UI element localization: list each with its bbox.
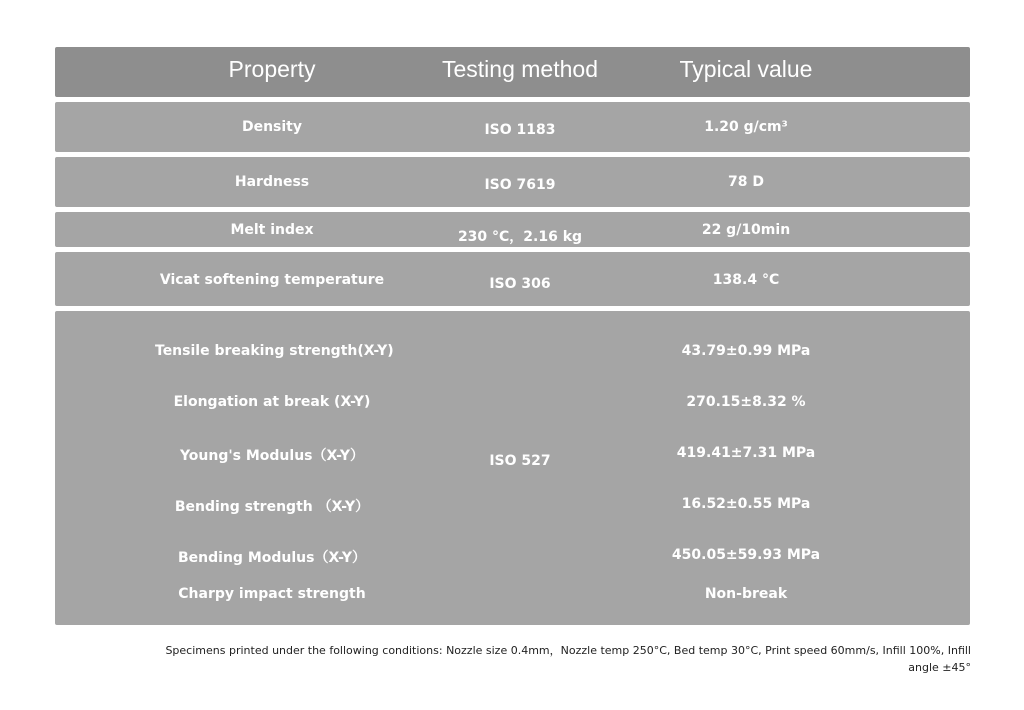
method-cell: ISO 1183 [484,122,556,138]
property-cell: Hardness [234,174,310,190]
property-cell: Young's Modulus（X-Y） [179,448,365,464]
value-cell: 419.41±7.31 MPa [676,445,816,461]
table-row-melt-index [55,212,970,247]
value-cell: Non-break [704,586,788,602]
property-cell: Density [241,119,303,135]
value-cell: 43.79±0.99 MPa [681,343,811,359]
table-row-hardness [55,157,970,207]
method-cell: ISO 527 [489,453,551,469]
value-cell: 16.52±0.55 MPa [681,496,811,512]
method-cell: ISO 306 [489,276,551,292]
table-header [55,47,970,97]
property-cell: Bending strength （X-Y） [174,499,370,515]
value-cell: 78 D [728,174,764,190]
value-cell: 138.4 °C [712,272,780,288]
value-cell: 270.15±8.32 % [686,394,806,410]
property-cell: Tensile breaking strength(X-Y) [155,343,394,359]
method-cell: 230 °C，2.16 kg [457,229,583,245]
header-property: Property [228,56,316,82]
footnote: Specimens printed under the following conditions: Nozzle size 0.4mm，Nozzle temp 250°C, Bed temp 30°C, Print speed 60mm/s, Infill 100%, Infill angle ±45° [165,644,971,674]
table-row-density [55,102,970,152]
header-value: Typical value [679,56,813,82]
value-cell: 22 g/10min [701,222,791,238]
value-cell: 450.05±59.93 MPa [671,547,821,563]
property-cell: Elongation at break (X-Y) [173,394,371,410]
property-cell: Vicat softening temperature [159,272,385,288]
header-method: Testing method [442,56,598,82]
table-row-mechanical [55,311,970,625]
property-cell: Melt index [230,222,314,238]
property-cell: Bending Modulus（X-Y） [178,550,366,566]
table-row-vicat [55,252,970,306]
value-cell: 1.20 g/cm³ [704,119,788,135]
method-cell: ISO 7619 [484,177,556,193]
property-cell: Charpy impact strength [178,586,366,602]
